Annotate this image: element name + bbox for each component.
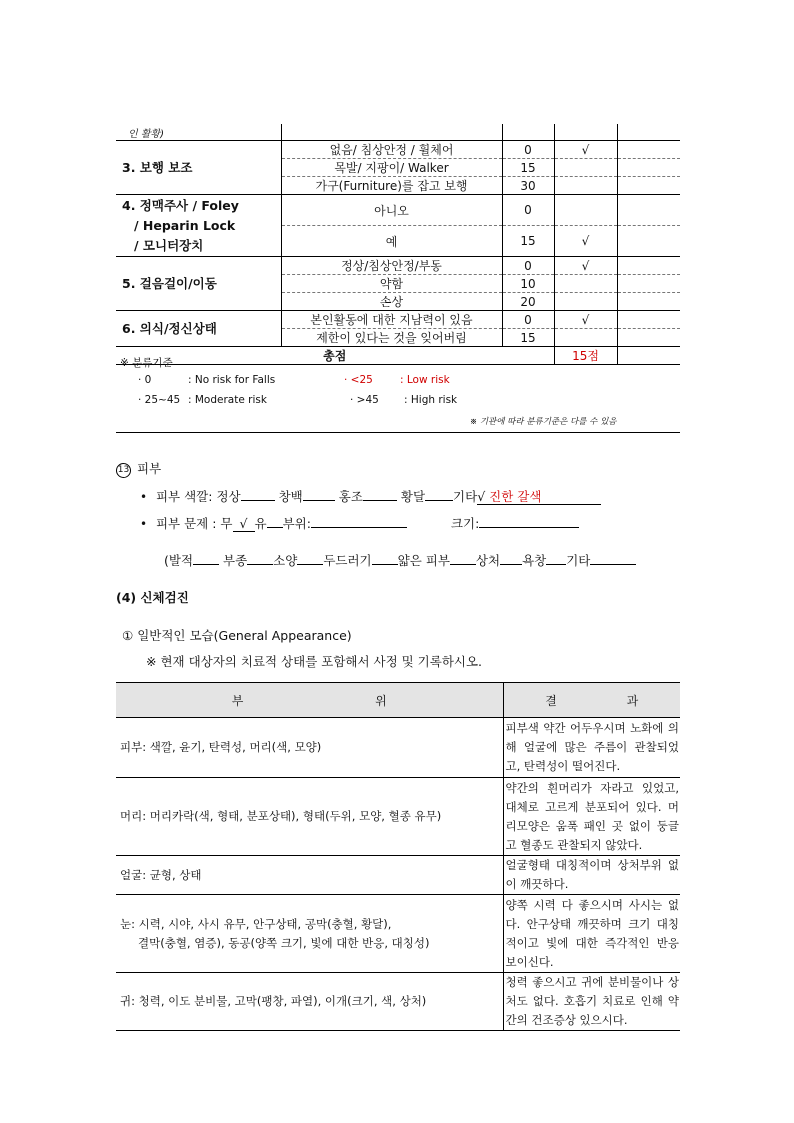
skin-number: 13 — [116, 463, 131, 478]
skin-color-option: 홍조 — [338, 489, 363, 504]
skin-color-option: 기타 — [453, 489, 478, 504]
skin-problem-type: 두드러기 — [323, 553, 372, 568]
fall-option-label: 목발/ 지팡이/ Walker — [281, 159, 502, 177]
exam-part-line: 눈: 시력, 시야, 사시 유무, 안구상태, 공막(충혈, 황달), — [120, 916, 392, 931]
skin-color-option: 정상 — [216, 489, 241, 504]
general-appearance-title: 일반적인 모습(General Appearance) — [137, 628, 352, 643]
header-part: 부 위 — [116, 683, 503, 718]
category-line: / Heparin Lock — [134, 217, 236, 233]
fall-option-check — [554, 177, 617, 195]
risk-range: · 25~45 — [138, 394, 181, 406]
risk-label: : No risk for Falls — [188, 374, 276, 386]
physical-exam-title: (4) 신체검진 — [116, 590, 189, 605]
fall-category-gait: 5. 걸음걸이/이동 — [116, 257, 281, 311]
skin-color-blank[interactable] — [363, 486, 397, 501]
skin-color-blank[interactable] — [303, 486, 335, 501]
table-row — [116, 895, 680, 973]
skin-problem-type: 얇은 피부 — [397, 553, 450, 568]
category-line: / 모니터장치 — [134, 237, 204, 253]
fall-category-gait-aid: 3. 보행 보조 — [116, 141, 281, 195]
table-row — [116, 973, 680, 1031]
fall-option-label: 아니오 — [281, 195, 502, 226]
skin-color-blank[interactable] — [241, 486, 275, 501]
exam-result: 피부색 약간 어두우시며 노화에 의해 얼굴에 많은 주름이 관찰되었고, 탄력성이 떨어진다. — [503, 718, 680, 778]
skin-color-option: 창백 — [278, 489, 303, 504]
skin-problem-type: 기타 — [566, 553, 591, 568]
risk-criteria-header: ※ 분류기준 — [120, 357, 173, 369]
skin-problem-type: 부종 — [223, 553, 248, 568]
skin-problem-yes-field[interactable] — [267, 513, 283, 528]
exam-part: 머리: 머리카락(색, 형태, 분포상태), 형태(두위, 모양, 혈종 유무) — [116, 778, 503, 856]
skin-color-blank[interactable] — [425, 486, 453, 501]
skin-problem-line — [140, 513, 579, 532]
fall-option-label: 약함 — [281, 275, 502, 293]
risk-label: : Low risk — [400, 374, 450, 386]
skin-problem-yes: 유 — [254, 516, 267, 531]
skin-color-label: 피부 색깔: — [155, 489, 213, 504]
subtitle-number: ① — [122, 628, 134, 643]
skin-problem-type-blank[interactable] — [500, 550, 522, 565]
skin-problem-type: (발적 — [164, 553, 194, 568]
skin-problem-type-blank[interactable] — [546, 550, 566, 565]
exam-part: 귀: 청력, 이도 분비물, 고막(팽창, 파열), 이개(크기, 색, 상처) — [116, 973, 503, 1031]
risk-label: : High risk — [404, 394, 458, 406]
fall-option-check — [554, 195, 617, 226]
fall-option-label: 손상 — [281, 293, 502, 311]
fall-option-score: 15 — [502, 329, 554, 347]
exam-result: 양쪽 시력 다 좋으시며 사시는 없다. 안구상태 깨끗하며 크기 대칭적이고 빛에 대한 즉각적인 반응 보이신다. — [503, 895, 680, 973]
fall-option-label: 제한이 있다는 것을 잊어버림 — [281, 329, 502, 347]
fall-option-score: 30 — [502, 177, 554, 195]
fall-option-score: 15 — [502, 159, 554, 177]
table-row — [116, 718, 680, 778]
fall-option-row — [116, 257, 680, 275]
fall-risk-table — [116, 124, 680, 365]
skin-problem-label: 피부 문제 : 무 — [155, 516, 233, 531]
risk-criteria-note: ※ 기관에 따라 분류기준은 다를 수 있음 — [470, 417, 617, 427]
skin-problem-type-blank[interactable] — [590, 550, 636, 565]
exam-result: 청력 좋으시고 귀에 분비물이나 상처도 없다. 호흡기 치료로 인해 약간의 건조증상 있으시다. — [503, 973, 680, 1031]
fall-option-row — [116, 141, 680, 159]
fall-option-score: 0 — [502, 195, 554, 226]
fall-category-mental: 6. 의식/정신상태 — [116, 311, 281, 347]
fall-option-check: √ — [554, 226, 617, 257]
fall-total-label: 총점 — [116, 347, 554, 365]
fall-option-check — [554, 329, 617, 347]
exam-part: 얼굴: 균형, 상태 — [116, 856, 503, 895]
skin-problem-type: 소양 — [273, 553, 298, 568]
fall-option-check: √ — [554, 141, 617, 159]
fall-option-row — [116, 311, 680, 329]
check-mark: √ — [477, 489, 486, 504]
skin-problem-type-blank[interactable] — [450, 550, 476, 565]
exam-part-line: 결막(충혈, 염증), 동공(양쪽 크기, 빛에 대한 반응, 대칭성) — [138, 935, 430, 950]
skin-problem-size-label: 크기: — [450, 516, 480, 531]
instruction-text: ※ 현재 대상자의 치료적 상태를 포함해서 사정 및 기록하시오. — [146, 654, 483, 669]
fall-option-label: 정상/침상안정/부동 — [281, 257, 502, 275]
fall-option-check — [554, 293, 617, 311]
table-row — [116, 778, 680, 856]
risk-range: · 0 — [138, 374, 152, 386]
risk-label: : Moderate risk — [188, 394, 267, 406]
truncated-row — [116, 124, 680, 141]
fall-option-check: √ — [554, 311, 617, 329]
bullet-icon: • — [140, 490, 148, 504]
fall-total-value: 15점 — [554, 347, 617, 365]
exam-result: 얼굴형태 대칭적이며 상처부위 없이 깨끗하다. — [503, 856, 680, 895]
risk-range: · <25 — [344, 374, 373, 386]
fall-option-label: 예 — [281, 226, 502, 257]
bullet-icon: • — [140, 517, 148, 531]
skin-problem-type-blank[interactable] — [247, 550, 273, 565]
skin-color-option: 황달 — [400, 489, 426, 504]
fall-option-label: 없음/ 침상안정 / 휠체어 — [281, 141, 502, 159]
header-result: 결 과 — [503, 683, 680, 718]
fall-option-score: 10 — [502, 275, 554, 293]
skin-heading — [116, 459, 161, 478]
fall-total-row — [116, 347, 680, 365]
skin-problem-type: 상처 — [475, 553, 501, 568]
fall-option-row — [116, 195, 680, 226]
exam-part: 피부: 색깔, 윤기, 탄력성, 머리(색, 모양) — [116, 718, 503, 778]
fall-option-score: 20 — [502, 293, 554, 311]
fall-option-score: 15 — [502, 226, 554, 257]
fall-option-label: 본인활동에 대한 지남력이 있음 — [281, 311, 502, 329]
fall-option-check — [554, 159, 617, 177]
truncated-category: 인 활황) — [116, 124, 281, 141]
exam-part-multiline — [116, 895, 503, 973]
skin-color-other-field[interactable] — [477, 490, 601, 505]
fall-option-score: 0 — [502, 141, 554, 159]
skin-problem-size-field[interactable] — [479, 513, 579, 528]
skin-problem-none-field[interactable] — [233, 517, 255, 532]
fall-option-check: √ — [554, 257, 617, 275]
fall-option-score: 0 — [502, 311, 554, 329]
skin-color-other-value: 진한 갈색 — [489, 489, 542, 504]
skin-problem-type: 욕창 — [522, 553, 547, 568]
fall-category-iv-line — [116, 195, 281, 257]
skin-problem-type-blank[interactable] — [193, 550, 219, 565]
physical-exam-table — [116, 682, 680, 1031]
skin-title: 피부 — [137, 461, 162, 476]
category-line: 4. 정맥주사 / Foley — [122, 197, 239, 213]
fall-option-score: 0 — [502, 257, 554, 275]
table-header-row — [116, 683, 680, 718]
divider — [116, 432, 680, 433]
skin-problem-site-field[interactable] — [311, 513, 407, 528]
check-mark: √ — [239, 516, 248, 531]
skin-problem-site-label: 부위: — [282, 516, 311, 531]
exam-result: 약간의 흰머리가 자라고 있었고, 대체로 고르게 분포되어 있다. 머리모양은 움푹 패인 곳 없이 둥글고 혈종도 관찰되지 않았다. — [503, 778, 680, 856]
skin-problem-types-line — [164, 550, 636, 569]
general-appearance-heading — [122, 626, 352, 644]
skin-problem-type-blank[interactable] — [372, 550, 398, 565]
skin-problem-type-blank[interactable] — [297, 550, 323, 565]
skin-color-line — [140, 486, 601, 505]
fall-option-label: 가구(Furniture)를 잡고 보행 — [281, 177, 502, 195]
fall-option-check — [554, 275, 617, 293]
risk-range: · >45 — [350, 394, 379, 406]
table-row — [116, 856, 680, 895]
